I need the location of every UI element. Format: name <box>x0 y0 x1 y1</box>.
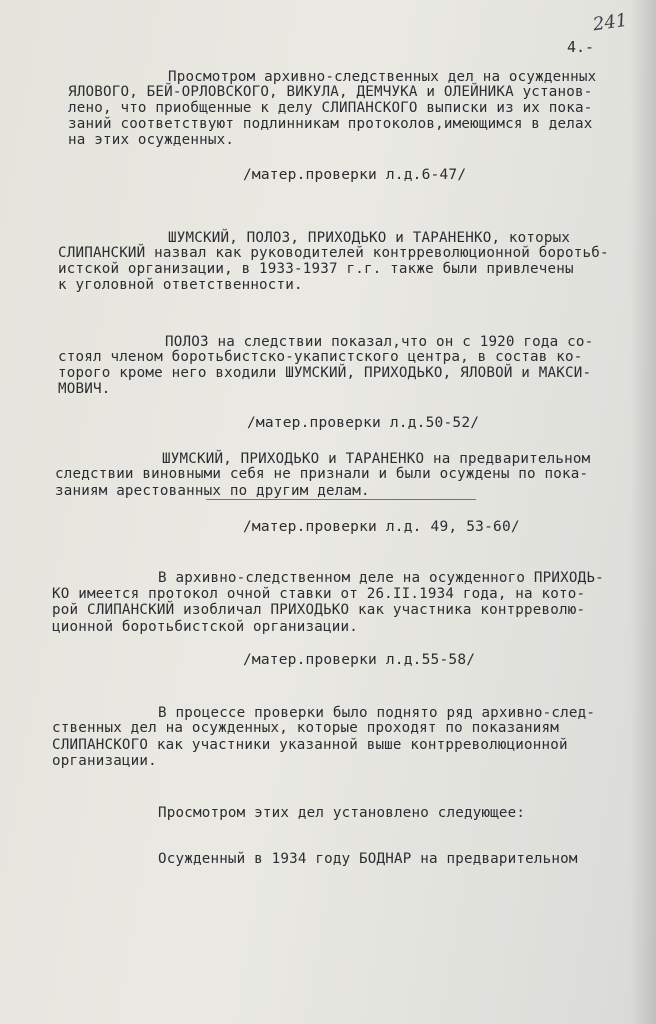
text-line: ШУМСКИЙ, ПОЛОЗ, ПРИХОДЬКО и ТАРАНЕНКО, которых <box>168 230 571 246</box>
text-line: Просмотром этих дел установлено следующее: <box>158 805 526 821</box>
text-line: КО имеется протокол очной ставки от 26.II.1934 года, на кото- <box>52 586 586 602</box>
reference-line: /матер.проверки л.д.6-47/ <box>243 167 467 183</box>
text-line: следствии виновными себя не признали и были осуждены по пока- <box>55 466 589 482</box>
text-line: заний соответствуют подлинникам протоколов,имеющимся в делах <box>68 116 593 132</box>
reference-line: /матер.проверки л.д.55-58/ <box>243 652 476 668</box>
text-line: на этих осужденных. <box>68 132 235 148</box>
page-edge-shadow <box>630 0 656 1024</box>
text-line: торого кроме него входили ШУМСКИЙ, ПРИХОДЬКО, ЯЛОВОЙ и МАКСИ- <box>58 365 592 381</box>
text-line: СЛИПАНСКОГО как участники указанной выше контрреволюционной <box>52 737 568 753</box>
text-line: организации. <box>52 753 157 769</box>
text-line: Просмотром архивно-следственных дел на осужденных <box>168 69 597 85</box>
text-line: В процессе проверки было поднято ряд архивно-след- <box>158 705 596 721</box>
text-line: лено, что приобщенные к делу СЛИПАНСКОГО выписки из их пока- <box>68 100 593 116</box>
text-line: к уголовной ответственности. <box>58 277 303 293</box>
handwritten-folio-number: 241 <box>591 9 629 36</box>
text-line: ШУМСКИЙ, ПРИХОДЬКО и ТАРАНЕНКО на предварительном <box>162 451 591 467</box>
text-line: истской организации, в 1933-1937 г.г. также были привлечены <box>58 261 574 277</box>
text-line: стоял членом боротьбистско-укапистского центра, в состав ко- <box>58 349 583 365</box>
text-line: ционной боротьбистской организации. <box>52 619 358 635</box>
text-line: заниям арестованных по другим делам. <box>55 483 370 499</box>
text-line: рой СЛИПАНСКИЙ изобличал ПРИХОДЬКО как участника контрреволю- <box>52 602 586 618</box>
reference-line: /матер.проверки л.д.50-52/ <box>247 415 480 431</box>
text-line: ПОЛОЗ на следствии показал,что он с 1920 года со- <box>165 334 594 350</box>
text-line: В архивно-следственном деле на осужденного ПРИХОДЬ- <box>158 570 604 586</box>
text-line: Осужденный в 1934 году БОДНАР на предварительном <box>158 851 578 867</box>
text-line: ЯЛОВОГО, БЕЙ-ОРЛОВСКОГО, ВИКУЛА, ДЕМЧУКА и ОЛЕЙНИКА установ- <box>68 84 593 100</box>
page-number: 4.- <box>567 38 595 56</box>
text-line: МОВИЧ. <box>58 381 111 397</box>
text-line: СЛИПАНСКИЙ назвал как руководителей контрреволюционной боротьб- <box>58 245 609 261</box>
handwritten-underline <box>206 499 476 500</box>
reference-line: /матер.проверки л.д. 49, 53-60/ <box>243 519 520 535</box>
text-line: ственных дел на осужденных, которые проходят по показаниям <box>52 720 560 736</box>
